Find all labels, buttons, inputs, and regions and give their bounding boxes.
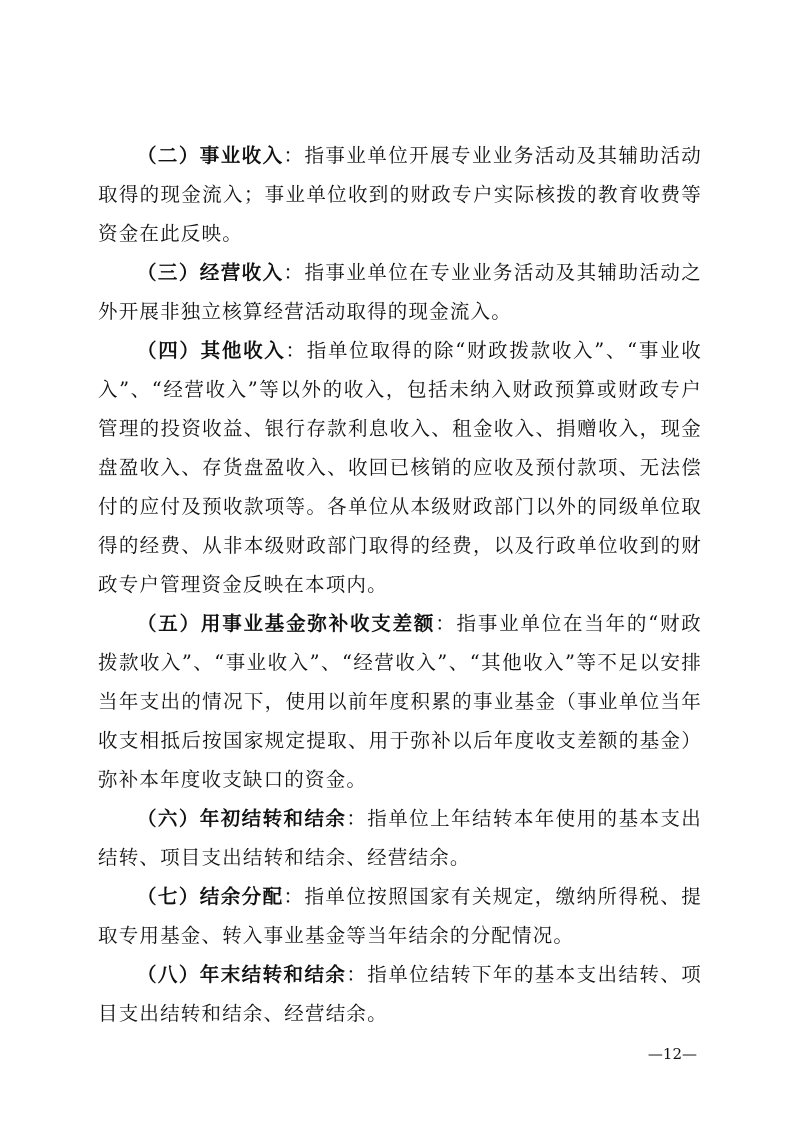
term-heading: （七）结余分配 <box>137 885 284 908</box>
paragraph-opening-balance <box>98 799 702 877</box>
term-heading: （二）事业收入 <box>137 144 284 167</box>
term-heading: （八）年末结转和结余 <box>137 963 347 986</box>
term-definition: ：指单位上年结转本年使用的基本支出结转、项目支出结转和结余、经营结余。 <box>98 807 702 869</box>
paragraph-business-income <box>98 136 702 253</box>
term-definition: ：指单位取得的除“财政拨款收入”、“事业收入”、“经营收入”等以外的收入，包括未纳入财政预算或财政专户管理的投资收益、银行存款利息收入、租金收入、捐赠收入，现金盘盈收入、存货盘盈收入、收回已核销的应收及预付款项、无法偿付的应付及预收款项等。各单位从本级财政部门以外的同级单位取得的经费、从非本级财政部门取得的经费，以及行政单位收到的财政专户管理资金反映在本项内。 <box>98 339 702 596</box>
term-heading: （六）年初结转和结余 <box>137 807 347 830</box>
paragraph-fund-offset <box>98 604 702 799</box>
term-definition: ：指事业单位开展专业业务活动及其辅助活动取得的现金流入；事业单位收到的财政专户实际核拨的教育收费等资金在此反映。 <box>98 144 702 245</box>
term-definition: ：指单位按照国家有关规定，缴纳所得税、提取专用基金、转入事业基金等当年结余的分配情况。 <box>98 885 702 947</box>
paragraph-closing-balance <box>98 955 702 1033</box>
term-heading: （四）其他收入 <box>137 339 286 362</box>
paragraph-surplus-distribution <box>98 877 702 955</box>
term-definition: ：指事业单位在专业业务活动及其辅助活动之外开展非独立核算经营活动取得的现金流入。 <box>98 261 702 323</box>
term-heading: （五）用事业基金弥补收支差额 <box>137 612 436 635</box>
term-definition: ：指事业单位在当年的“财政拨款收入”、“事业收入”、“经营收入”、“其他收入”等不足以安排当年支出的情况下，使用以前年度积累的事业基金（事业单位当年收支相抵后按国家规定提取、用于弥补以后年度收支差额的基金）弥补本年度收支缺口的资金。 <box>98 612 702 791</box>
term-definition: ：指单位结转下年的基本支出结转、项目支出结转和结余、经营结余。 <box>98 963 702 1025</box>
document-body <box>98 136 702 1033</box>
paragraph-operating-income <box>98 253 702 331</box>
page-number: —12— <box>647 1045 697 1063</box>
term-heading: （三）经营收入 <box>137 261 284 284</box>
paragraph-other-income <box>98 331 702 604</box>
